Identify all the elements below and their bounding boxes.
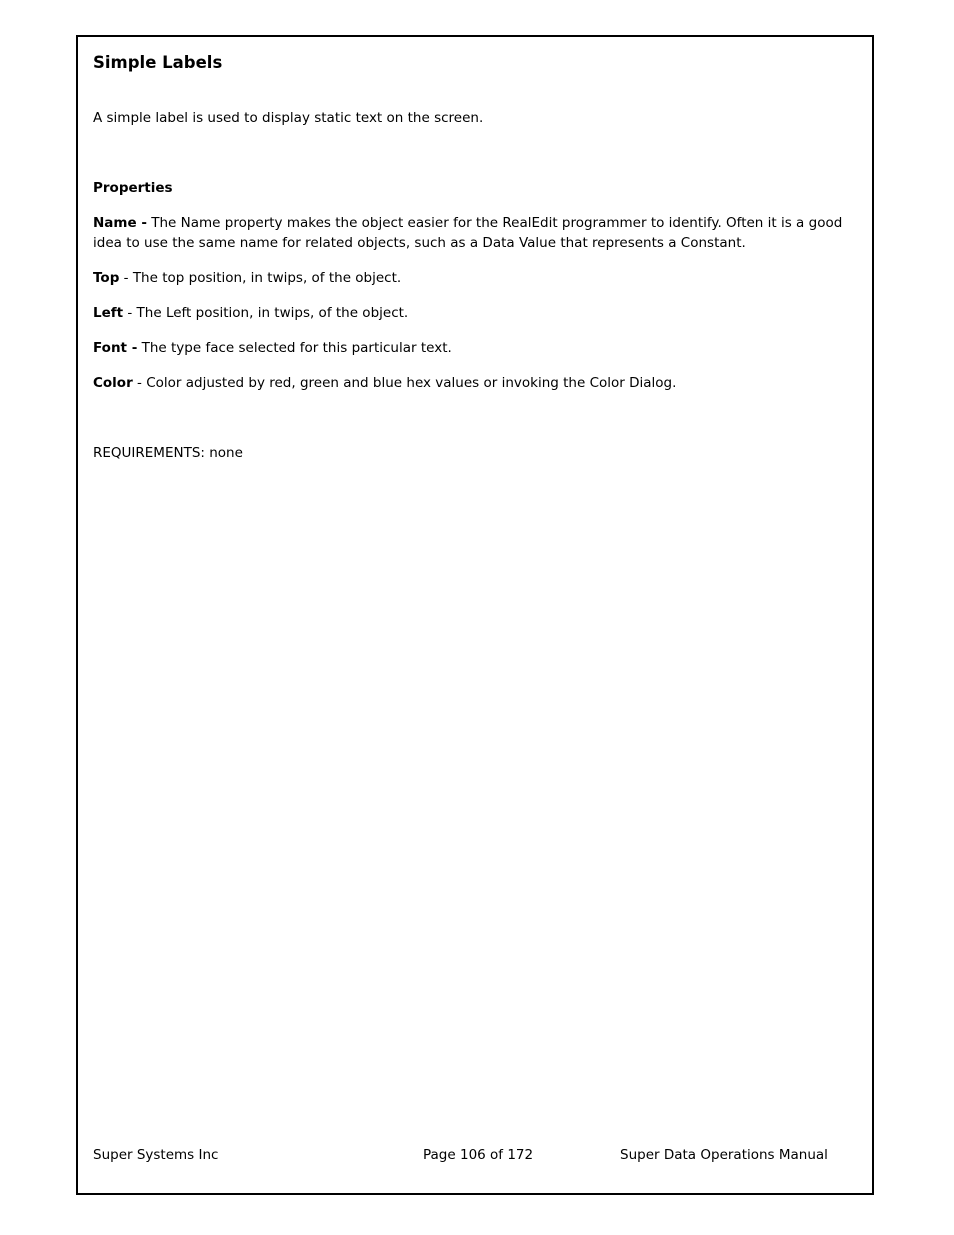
- property-name: [93, 213, 861, 253]
- property-term: Color: [93, 375, 133, 391]
- property-description: The Name property makes the object easier for the RealEdit programmer to identify. Often it is a good idea to use the same name for related objects, such as a Data Value that represents a Constant.: [93, 215, 843, 251]
- property-left: [93, 303, 861, 323]
- property-description: - The Left position, in twips, of the object.: [123, 305, 409, 321]
- page-border: [76, 35, 874, 1195]
- property-color: [93, 373, 861, 393]
- property-term: Name -: [93, 215, 147, 231]
- property-description: - The top position, in twips, of the object.: [119, 270, 402, 286]
- property-font: [93, 338, 861, 358]
- property-description: The type face selected for this particular text.: [137, 340, 452, 356]
- intro-paragraph: A simple label is used to display static text on the screen.: [93, 110, 484, 126]
- footer-company: Super Systems Inc: [93, 1147, 219, 1163]
- property-term: Left: [93, 305, 124, 321]
- section-title: Simple Labels: [93, 53, 223, 72]
- property-description: - Color adjusted by red, green and blue hex values or invoking the Color Dialog.: [132, 375, 677, 391]
- property-top: [93, 268, 861, 288]
- footer-manual-title: Super Data Operations Manual: [620, 1147, 828, 1163]
- property-term: Font -: [93, 340, 138, 356]
- footer-page-number: Page 106 of 172: [423, 1147, 534, 1163]
- property-term: Top: [93, 270, 120, 286]
- properties-heading: Properties: [93, 180, 173, 196]
- requirements-text: REQUIREMENTS: none: [93, 445, 243, 461]
